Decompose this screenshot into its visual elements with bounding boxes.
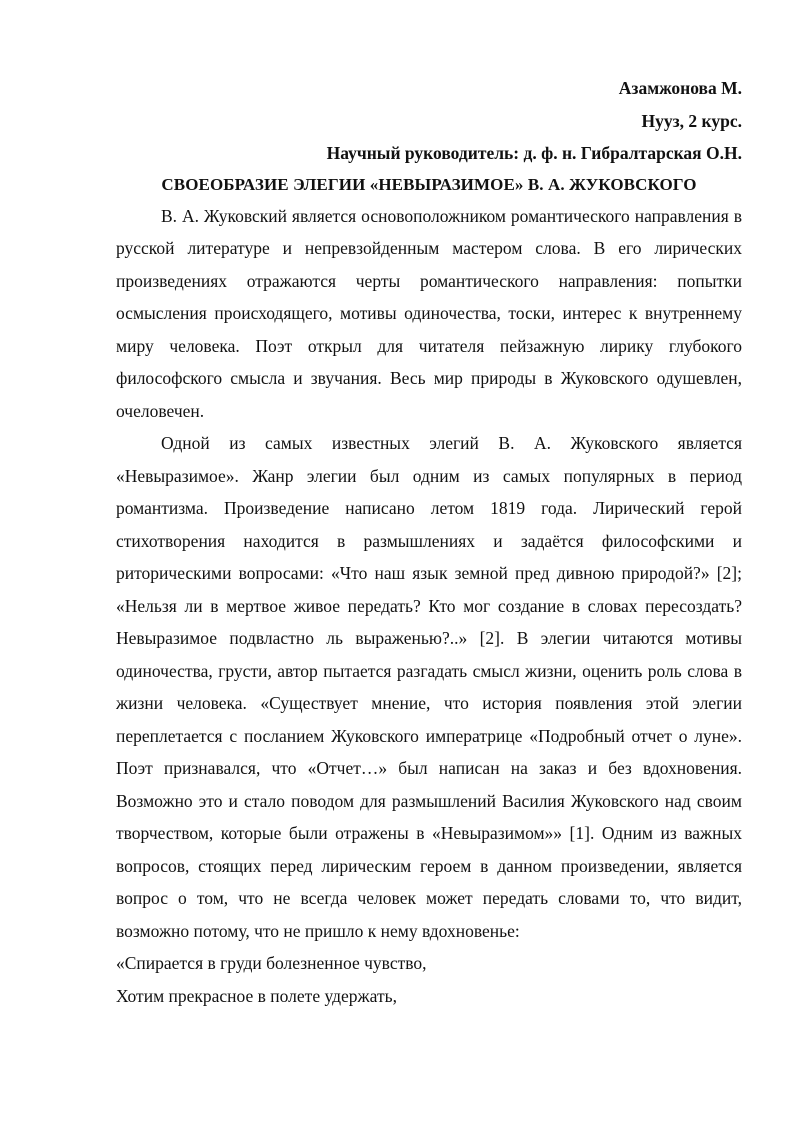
document-page bbox=[116, 72, 742, 1012]
document-title: СВОЕОБРАЗИЕ ЭЛЕГИИ «НЕВЫРАЗИМОЕ» В. А. ЖУКОВСКОГО bbox=[161, 174, 697, 194]
author-name: Азамжонова М. bbox=[618, 78, 742, 98]
course-info: Нууз, 2 курс. bbox=[641, 110, 742, 131]
supervisor-info: Научный руководитель: д. ф. н. Гибралтарская О.Н. bbox=[326, 143, 742, 163]
paragraph-analysis: Одной из самых известных элегий В. А. Жуковского является «Невыразимое». Жанр элегии был одним из самых популярных в период романтизма. Произведение написано летом 1819 года. Лирический герой стихотворения находится в размышлениях и задаётся философскими и риторическими вопросами: «Что наш язык земной пред дивною природой?» [2]; «Нельзя ли в мертвое живое передать? Кто мог создание в словах пересоздать? Невыразимое подвластно ль выраженью?..» [2]. В элегии читаются мотивы одиночества, грусти, автор пытается разгадать смысл жизни, оценить роль слова в жизни человека. «Существует мнение, что история появления этой элегии переплетается с посланием Жуковского императрице «Подробный отчет о луне». Поэт признавался, что «Отчет…» был написан на заказ и без вдохновения. Возможно это и стало поводом для размышлений Василия Жуковского над своим творчеством, которые были отражены в «Невыразимом»» [1]. Одним из важных вопросов, стоящих перед лирическим героем в данном произведении, является вопрос о том, что не всегда человек может передать словами то, что видит, возможно потому, что не пришло к нему вдохновенье: bbox=[116, 433, 742, 941]
paragraph-intro: В. А. Жуковский является основоположником романтического направления в русской литературе и непревзойденным мастером слова. В его лирических произведениях отражаются черты романтического направления: попытки осмысления происходящего, мотивы одиночества, тоски, интерес к внутреннему миру человека. Поэт открыл для читателя пейзажную лирику глубокого философского смысла и звучания. Весь мир природы в Жуковского одушевлен, очеловечен. bbox=[116, 205, 742, 421]
verse-line: «Спирается в груди болезненное чувство, bbox=[116, 953, 427, 973]
verse-line: Хотим прекрасное в полете удержать, bbox=[116, 985, 397, 1006]
